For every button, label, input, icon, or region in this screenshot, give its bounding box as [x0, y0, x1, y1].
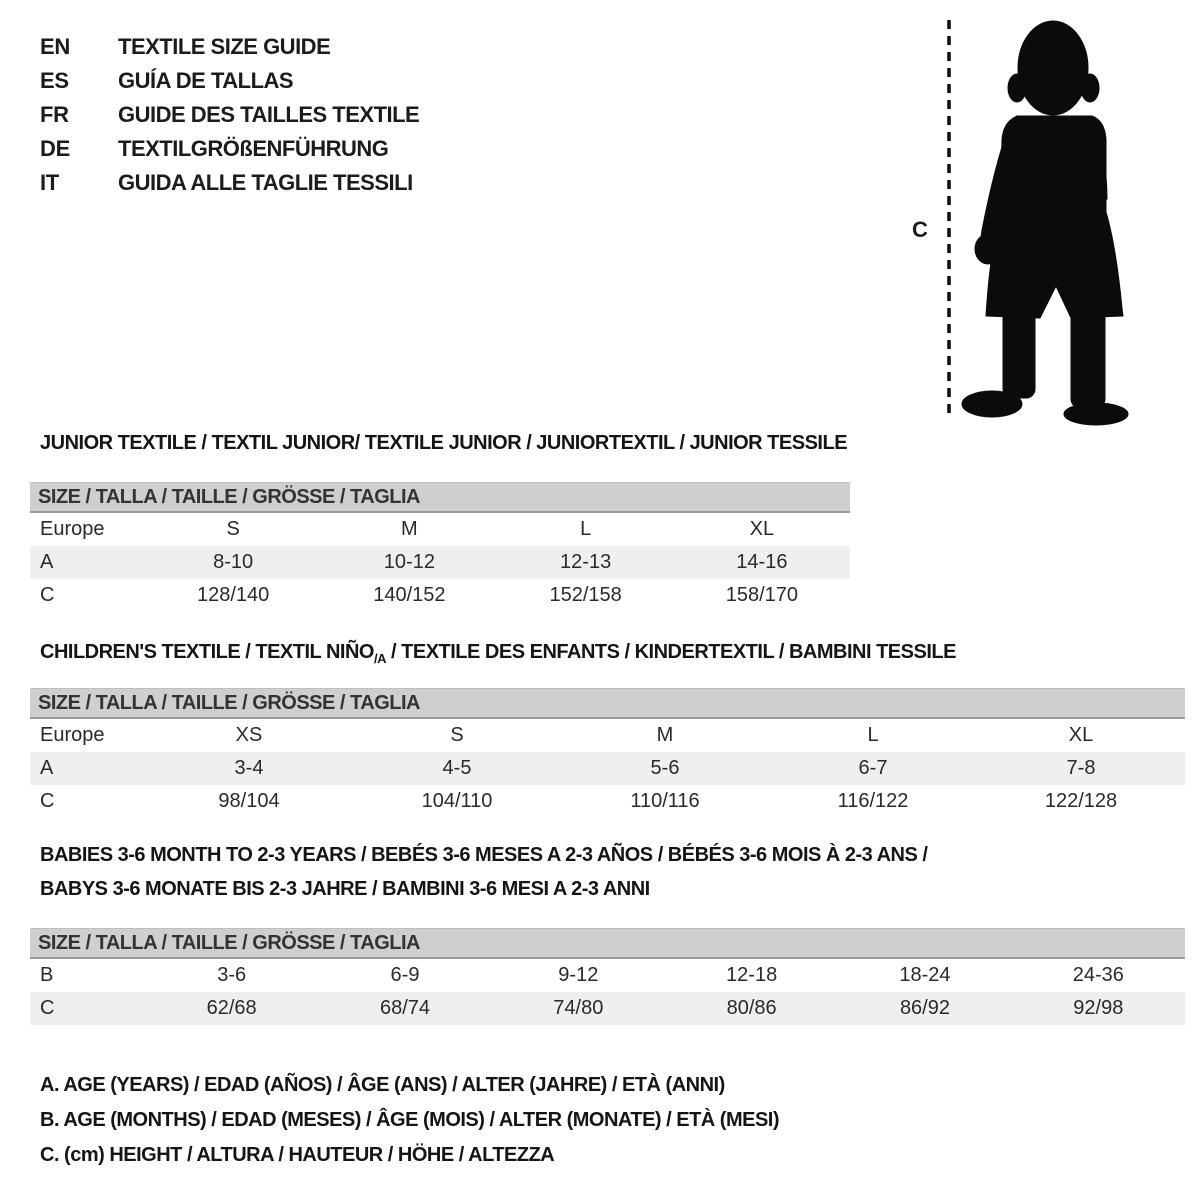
language-row-es: [40, 64, 419, 98]
table-row-europe: [30, 719, 1185, 752]
legend: [40, 1068, 779, 1173]
height-cell: 68/74: [379, 997, 431, 1019]
language-title: GUIDE DES TAILLES TEXTILE: [118, 102, 420, 127]
age-cell: 7-8: [1066, 757, 1096, 779]
row-label: A: [40, 551, 54, 573]
height-cell: 110/116: [630, 790, 700, 812]
language-title: GUÍA DE TALLAS: [118, 68, 294, 93]
table-header-size: SIZE / TALLA / TAILLE / GRÖSSE / TAGLIA: [30, 688, 1185, 719]
language-code: DE: [40, 136, 70, 161]
age-cell: 8-10: [213, 551, 254, 573]
height-cell: 92/98: [1073, 997, 1124, 1019]
size-cell: S: [450, 724, 464, 746]
height-cell: 152/158: [549, 584, 622, 606]
language-row-de: [40, 132, 419, 166]
table-row-height: [30, 579, 850, 612]
language-code: EN: [40, 34, 70, 59]
language-code: FR: [40, 102, 69, 127]
height-cell: 122/128: [1044, 790, 1118, 812]
legend-item-c: C. (cm) HEIGHT / ALTURA / HAUTEUR / HÖHE / ALTEZZA: [40, 1144, 555, 1166]
age-cell: 14-16: [736, 551, 788, 573]
table-row-age-months: [30, 959, 1185, 992]
size-cell: XS: [235, 724, 263, 746]
age-cell: 4-5: [442, 757, 472, 779]
table-row-age: [30, 546, 850, 579]
size-cell: S: [226, 518, 240, 540]
children-size-table: [30, 688, 1185, 818]
age-cell: 5-6: [650, 757, 680, 779]
age-cell: 12-13: [560, 551, 612, 573]
heading-text: CHILDREN'S TEXTILE / TEXTIL NIÑO: [40, 641, 374, 663]
height-cell: 116/122: [837, 790, 909, 812]
language-code: ES: [40, 68, 69, 93]
age-cell: 10-12: [383, 551, 435, 573]
heading-subscript: /A: [373, 651, 386, 666]
heading-text: / TEXTILE DES ENFANTS / KINDERTEXTIL / BAMBINI TESSILE: [385, 641, 956, 663]
age-cell: 12-18: [726, 964, 778, 986]
size-cell: L: [580, 518, 592, 540]
table-header-size: SIZE / TALLA / TAILLE / GRÖSSE / TAGLIA: [30, 928, 1185, 959]
size-cell: XL: [749, 518, 775, 540]
heading-line-2: BABYS 3-6 MONATE BIS 2-3 JAHRE / BAMBINI 3-6 MESI A 2-3 ANNI: [40, 878, 650, 900]
language-row-fr: [40, 98, 419, 132]
height-measure-label: C: [912, 217, 928, 242]
table-row-age: [30, 752, 1185, 785]
age-cell: 6-9: [390, 964, 420, 986]
age-cell: 18-24: [899, 964, 951, 986]
age-cell: 3-6: [217, 964, 247, 986]
size-cell: M: [401, 518, 418, 540]
language-row-en: [40, 30, 419, 64]
height-cell: 86/92: [899, 997, 950, 1019]
language-row-it: [40, 166, 419, 200]
height-cell: 98/104: [218, 790, 280, 812]
size-cell: XL: [1068, 724, 1094, 746]
language-title-block: [40, 30, 419, 200]
row-label: Europe: [40, 518, 105, 540]
section-heading-babies: [40, 838, 1000, 906]
size-cell: M: [656, 724, 674, 746]
height-cell: 128/140: [196, 584, 270, 606]
row-label: A: [40, 757, 54, 779]
baby-silhouette-icon: [935, 14, 1145, 426]
heading-line-1: BABIES 3-6 MONTH TO 2-3 YEARS / BEBÉS 3-6 MESES A 2-3 AÑOS / BÉBÉS 3-6 MOIS À 2-3 ANS /: [40, 844, 928, 866]
section-heading-junior: JUNIOR TEXTILE / TEXTIL JUNIOR/ TEXTILE JUNIOR / JUNIORTEXTIL / JUNIOR TESSILE: [40, 432, 848, 454]
age-cell: 6-7: [858, 757, 888, 779]
height-cell: 140/152: [373, 584, 446, 606]
row-label: C: [40, 790, 55, 812]
height-cell: 80/86: [726, 997, 777, 1019]
language-title: TEXTILE SIZE GUIDE: [118, 34, 331, 59]
row-label: Europe: [40, 724, 105, 746]
table-row-height: [30, 785, 1185, 818]
junior-size-table: [30, 482, 850, 612]
language-code: IT: [40, 170, 59, 195]
language-title: GUIDA ALLE TAGLIE TESSILI: [118, 170, 413, 195]
height-cell: 104/110: [421, 790, 493, 812]
age-cell: 9-12: [558, 964, 599, 986]
language-title: TEXTILGRÖßENFÜHRUNG: [118, 136, 389, 161]
height-cell: 74/80: [553, 997, 604, 1019]
legend-item-b: B. AGE (MONTHS) / EDAD (MESES) / ÂGE (MOIS) / ALTER (MONATE) / ETÀ (MESI): [40, 1109, 780, 1131]
age-cell: 3-4: [234, 757, 264, 779]
babies-size-table: [30, 928, 1185, 1025]
row-label: C: [40, 584, 55, 606]
table-row-height: [30, 992, 1185, 1025]
row-label: B: [40, 964, 54, 986]
size-cell: L: [867, 724, 879, 746]
table-row-europe: [30, 513, 850, 546]
height-cell: 158/170: [725, 584, 799, 606]
section-heading-children: [40, 641, 956, 666]
legend-item-a: A. AGE (YEARS) / EDAD (AÑOS) / ÂGE (ANS) / ALTER (JAHRE) / ETÀ (ANNI): [40, 1074, 725, 1096]
row-label: C: [40, 997, 55, 1019]
height-cell: 62/68: [206, 997, 257, 1019]
age-cell: 24-36: [1072, 964, 1124, 986]
table-header-size: SIZE / TALLA / TAILLE / GRÖSSE / TAGLIA: [30, 482, 850, 513]
